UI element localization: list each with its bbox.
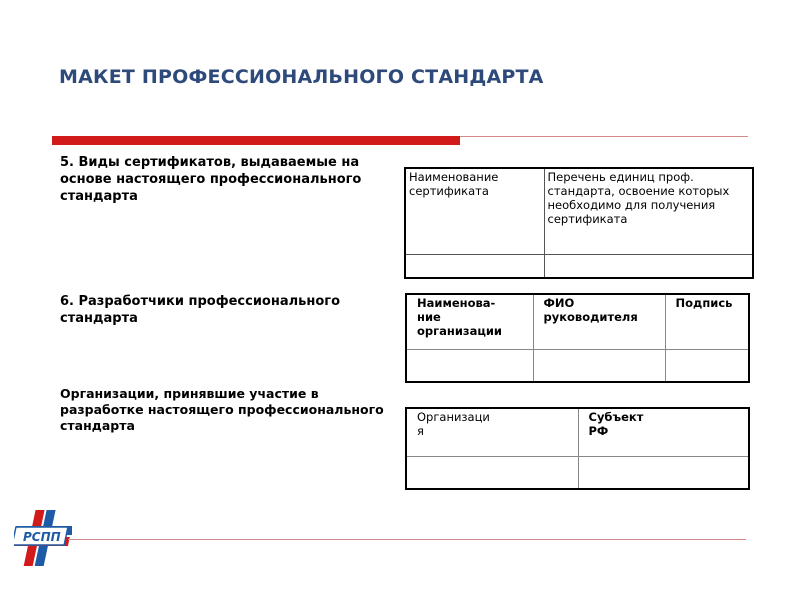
table-header-cell: Наименова- ние организации [406, 294, 533, 349]
footer-divider [68, 539, 746, 540]
participating-organizations-label: Организации, принявшие участие в разработке настоящего профессионального стандарта [60, 386, 384, 433]
table-header-cell: Подпись [665, 294, 749, 349]
certificates-table [404, 167, 754, 279]
table-header-cell: Наименование сертификата [405, 168, 544, 254]
red-divider [52, 136, 460, 145]
rspp-logo [14, 508, 72, 568]
page-title: МАКЕТ ПРОФЕССИОНАЛЬНОГО СТАНДАРТА [59, 66, 544, 88]
table-cell[interactable] [533, 349, 665, 382]
developers-table [405, 293, 750, 383]
table-cell[interactable] [405, 254, 544, 278]
logo-text: РСПП [23, 530, 61, 544]
table-header-cell: Субъект РФ [578, 408, 749, 456]
table-cell[interactable] [406, 456, 578, 489]
table-cell[interactable] [544, 254, 753, 278]
table-cell[interactable] [578, 456, 749, 489]
thin-divider [460, 136, 748, 137]
table-cell[interactable] [665, 349, 749, 382]
section-5-label: 5. Виды сертификатов, выдаваемые на основе настоящего профессионального стандарта [60, 155, 362, 204]
section-6-label: 6. Разработчики профессионального стандарта [60, 294, 340, 326]
organizations-table [405, 407, 750, 490]
table-header-cell: Перечень единиц проф. стандарта, освоение которых необходимо для получения сертификата [544, 168, 753, 254]
table-cell[interactable] [406, 349, 533, 382]
table-header-cell: ФИО руководителя [533, 294, 665, 349]
table-header-cell: Организаци я [406, 408, 578, 456]
